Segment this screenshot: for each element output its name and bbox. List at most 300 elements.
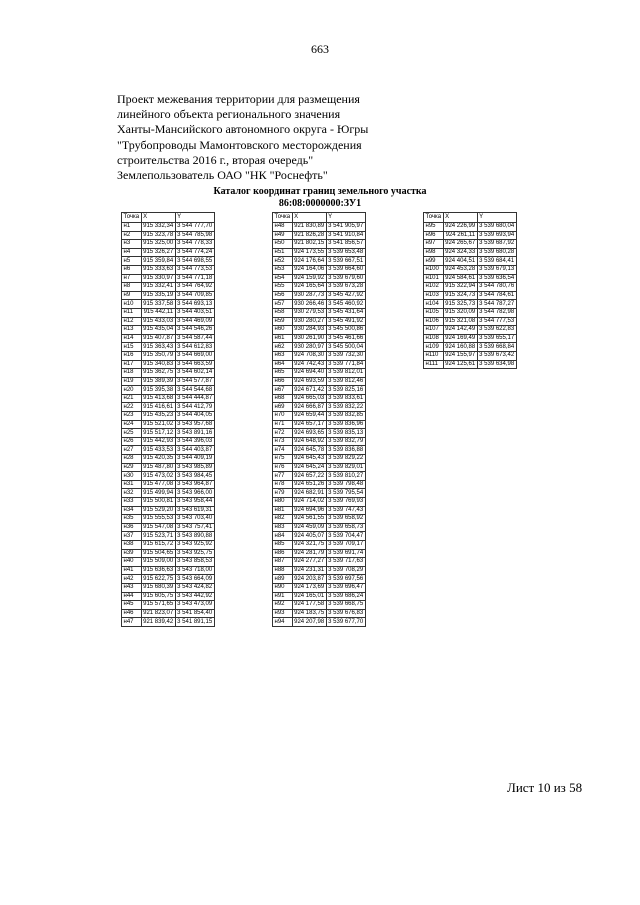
point-id: н51 bbox=[273, 248, 293, 257]
x-coordinate: 930 287,73 bbox=[294, 292, 325, 299]
point-id: н2 bbox=[122, 231, 142, 240]
y-coordinate: 3 544 544,68 bbox=[177, 386, 213, 393]
point-id: н59 bbox=[273, 317, 293, 326]
header-x: X bbox=[443, 213, 477, 223]
table-row bbox=[273, 463, 366, 472]
table-row bbox=[122, 377, 215, 386]
x-coordinate: 930 266,46 bbox=[294, 300, 325, 307]
y-coordinate: 3 544 709,85 bbox=[177, 292, 213, 299]
y-coordinate: 3 539 717,63 bbox=[328, 558, 364, 565]
y-coordinate: 3 543 984,45 bbox=[177, 472, 213, 479]
table-row bbox=[424, 308, 517, 317]
y-coordinate: 3 539 697,56 bbox=[328, 575, 364, 582]
point-id: н28 bbox=[122, 455, 142, 464]
point-id: н9 bbox=[122, 291, 142, 300]
point-id: н4 bbox=[122, 248, 142, 257]
x-coordinate: 915 413,68 bbox=[143, 395, 174, 402]
x-coordinate: 915 332,41 bbox=[143, 283, 174, 290]
table-row bbox=[122, 523, 215, 532]
point-id: н100 bbox=[424, 265, 444, 274]
y-coordinate: 3 539 836,88 bbox=[328, 446, 364, 453]
table-row bbox=[122, 515, 215, 524]
y-coordinate: 3 545 500,04 bbox=[328, 343, 364, 350]
table-row bbox=[122, 437, 215, 446]
y-coordinate: 3 544 412,79 bbox=[177, 403, 213, 410]
point-id: н7 bbox=[122, 274, 142, 283]
point-id: н20 bbox=[122, 386, 142, 395]
project-line: Проект межевания территории для размещения bbox=[117, 92, 360, 106]
x-coordinate: 915 395,38 bbox=[143, 386, 174, 393]
y-coordinate: 3 545 427,92 bbox=[328, 292, 364, 299]
point-id: н23 bbox=[122, 412, 142, 421]
table-row bbox=[273, 592, 366, 601]
x-coordinate: 915 326,27 bbox=[143, 249, 174, 256]
x-coordinate: 924 164,06 bbox=[294, 266, 325, 273]
y-coordinate: 3 543 891,16 bbox=[177, 429, 213, 436]
table-row bbox=[122, 291, 215, 300]
x-coordinate: 915 333,63 bbox=[143, 266, 174, 273]
point-id: н52 bbox=[273, 257, 293, 266]
table-row bbox=[122, 394, 215, 403]
catalog-title bbox=[0, 186, 640, 210]
point-id: н65 bbox=[273, 369, 293, 378]
table-row bbox=[122, 240, 215, 249]
y-coordinate: 3 539 812,46 bbox=[328, 377, 364, 384]
x-coordinate: 924 176,64 bbox=[294, 257, 325, 264]
point-id: н25 bbox=[122, 429, 142, 438]
x-coordinate: 921 826,28 bbox=[294, 231, 325, 238]
table-row bbox=[273, 472, 366, 481]
x-coordinate: 915 615,72 bbox=[143, 541, 174, 548]
table-row bbox=[424, 274, 517, 283]
table-row bbox=[273, 360, 366, 369]
project-line: Ханты-Мансийского автономного округа - Югры bbox=[117, 122, 369, 137]
y-coordinate: 3 544 782,98 bbox=[479, 309, 515, 316]
y-coordinate: 3 543 957,68 bbox=[177, 420, 213, 427]
table-row bbox=[122, 257, 215, 266]
table-row bbox=[273, 437, 366, 446]
x-coordinate: 915 325,00 bbox=[143, 240, 174, 247]
table-row bbox=[273, 523, 366, 532]
x-coordinate: 924 645,43 bbox=[294, 455, 325, 462]
table-row bbox=[424, 300, 517, 309]
table-row bbox=[273, 601, 366, 610]
y-coordinate: 3 539 686,24 bbox=[328, 592, 364, 599]
point-id: н63 bbox=[273, 351, 293, 360]
point-id: н45 bbox=[122, 601, 142, 610]
table-row bbox=[122, 326, 215, 335]
table-row bbox=[273, 540, 366, 549]
x-coordinate: 915 547,08 bbox=[143, 524, 174, 531]
point-id: н29 bbox=[122, 463, 142, 472]
table-row bbox=[424, 343, 517, 352]
point-id: н105 bbox=[424, 308, 444, 317]
header-y: Y bbox=[175, 213, 214, 223]
y-coordinate: 3 539 708,29 bbox=[328, 567, 364, 574]
point-id: н83 bbox=[273, 523, 293, 532]
point-id: н34 bbox=[122, 506, 142, 515]
table-row bbox=[122, 412, 215, 421]
table-row bbox=[424, 283, 517, 292]
point-id: н92 bbox=[273, 601, 293, 610]
point-id: н41 bbox=[122, 566, 142, 575]
x-coordinate: 924 173,55 bbox=[294, 249, 325, 256]
coordinate-table-1 bbox=[121, 212, 215, 627]
point-id: н88 bbox=[273, 566, 293, 575]
table-row bbox=[273, 609, 366, 618]
table-row bbox=[122, 308, 215, 317]
project-line: Землепользователь ОАО "НК "Роснефть" bbox=[117, 168, 328, 183]
y-coordinate: 3 543 858,53 bbox=[177, 558, 213, 565]
y-coordinate: 3 544 764,92 bbox=[177, 283, 213, 290]
table-row bbox=[122, 618, 215, 627]
x-coordinate: 924 265,67 bbox=[445, 240, 476, 247]
y-coordinate: 3 539 769,93 bbox=[328, 498, 364, 505]
x-coordinate: 924 231,31 bbox=[294, 567, 325, 574]
x-coordinate: 924 682,91 bbox=[294, 489, 325, 496]
point-id: н40 bbox=[122, 558, 142, 567]
y-coordinate: 3 544 396,03 bbox=[177, 438, 213, 445]
y-coordinate: 3 544 403,51 bbox=[177, 309, 213, 316]
table-row bbox=[122, 403, 215, 412]
x-coordinate: 915 323,78 bbox=[143, 231, 174, 238]
x-coordinate: 921 839,42 bbox=[143, 618, 174, 625]
x-coordinate: 924 742,43 bbox=[294, 360, 325, 367]
y-coordinate: 3 543 473,09 bbox=[177, 601, 213, 608]
x-coordinate: 915 529,20 bbox=[143, 506, 174, 513]
y-coordinate: 3 544 577,87 bbox=[177, 377, 213, 384]
point-id: н8 bbox=[122, 283, 142, 292]
x-coordinate: 924 165,01 bbox=[294, 592, 325, 599]
y-coordinate: 3 544 780,76 bbox=[479, 283, 515, 290]
x-coordinate: 915 321,08 bbox=[445, 317, 476, 324]
point-id: н91 bbox=[273, 592, 293, 601]
x-coordinate: 924 405,07 bbox=[294, 532, 325, 539]
project-line: строительства 2016 г., вторая очередь" bbox=[117, 152, 314, 167]
x-coordinate: 915 680,39 bbox=[143, 584, 174, 591]
y-coordinate: 3 541 891,15 bbox=[177, 618, 213, 625]
x-coordinate: 915 337,58 bbox=[143, 300, 174, 307]
point-id: н68 bbox=[273, 394, 293, 403]
y-coordinate: 3 543 664,09 bbox=[177, 575, 213, 582]
x-coordinate: 915 332,34 bbox=[143, 223, 174, 230]
table-row bbox=[273, 283, 366, 292]
header-x: X bbox=[292, 213, 326, 223]
x-coordinate: 924 708,30 bbox=[294, 352, 325, 359]
point-id: н37 bbox=[122, 532, 142, 541]
y-coordinate: 3 539 673,28 bbox=[328, 283, 364, 290]
y-coordinate: 3 539 658,73 bbox=[328, 524, 364, 531]
point-id: н46 bbox=[122, 609, 142, 618]
point-id: н95 bbox=[424, 223, 444, 232]
table-row bbox=[273, 403, 366, 412]
x-coordinate: 915 407,87 bbox=[143, 335, 174, 342]
y-coordinate: 3 544 669,00 bbox=[177, 352, 213, 359]
point-id: н27 bbox=[122, 446, 142, 455]
y-coordinate: 3 539 658,92 bbox=[328, 515, 364, 522]
x-coordinate: 924 183,75 bbox=[294, 610, 325, 617]
y-coordinate: 3 544 778,33 bbox=[177, 240, 213, 247]
table-row bbox=[273, 248, 366, 257]
y-coordinate: 3 543 442,92 bbox=[177, 592, 213, 599]
header-point: Точка bbox=[273, 213, 293, 223]
point-id: н101 bbox=[424, 274, 444, 283]
table-row bbox=[273, 618, 366, 627]
table-row bbox=[122, 480, 215, 489]
point-id: н19 bbox=[122, 377, 142, 386]
point-id: н22 bbox=[122, 403, 142, 412]
x-coordinate: 930 284,93 bbox=[294, 326, 325, 333]
table-row bbox=[273, 412, 366, 421]
point-id: н72 bbox=[273, 429, 293, 438]
x-coordinate: 915 571,65 bbox=[143, 601, 174, 608]
point-id: н64 bbox=[273, 360, 293, 369]
table-row bbox=[273, 317, 366, 326]
point-id: н43 bbox=[122, 583, 142, 592]
point-id: н47 bbox=[122, 618, 142, 627]
x-coordinate: 924 645,78 bbox=[294, 446, 325, 453]
x-coordinate: 924 404,51 bbox=[445, 257, 476, 264]
point-id: н17 bbox=[122, 360, 142, 369]
x-coordinate: 924 226,99 bbox=[445, 223, 476, 230]
y-coordinate: 3 544 409,19 bbox=[177, 455, 213, 462]
table-row bbox=[122, 265, 215, 274]
table-row bbox=[273, 274, 366, 283]
x-coordinate: 930 279,53 bbox=[294, 309, 325, 316]
y-coordinate: 3 539 832,85 bbox=[328, 412, 364, 419]
table-row bbox=[424, 360, 517, 369]
table-row bbox=[273, 291, 366, 300]
table-row bbox=[122, 549, 215, 558]
x-coordinate: 915 330,97 bbox=[143, 274, 174, 281]
x-coordinate: 924 561,55 bbox=[294, 515, 325, 522]
point-id: н42 bbox=[122, 575, 142, 584]
point-id: н110 bbox=[424, 351, 444, 360]
point-id: н31 bbox=[122, 480, 142, 489]
y-coordinate: 3 539 684,41 bbox=[479, 257, 515, 264]
y-coordinate: 3 539 691,74 bbox=[328, 549, 364, 556]
table-row bbox=[273, 455, 366, 464]
x-coordinate: 921 802,15 bbox=[294, 240, 325, 247]
y-coordinate: 3 543 958,44 bbox=[177, 498, 213, 505]
point-id: н35 bbox=[122, 515, 142, 524]
table-row bbox=[122, 609, 215, 618]
y-coordinate: 3 539 832,79 bbox=[328, 438, 364, 445]
point-id: н15 bbox=[122, 343, 142, 352]
y-coordinate: 3 539 677,70 bbox=[328, 618, 364, 625]
table-row bbox=[122, 231, 215, 240]
point-id: н89 bbox=[273, 575, 293, 584]
y-coordinate: 3 539 679,60 bbox=[328, 274, 364, 281]
table-row bbox=[122, 223, 215, 232]
x-coordinate: 915 322,94 bbox=[445, 283, 476, 290]
y-coordinate: 3 539 829,22 bbox=[328, 455, 364, 462]
y-coordinate: 3 539 687,92 bbox=[479, 240, 515, 247]
point-id: н12 bbox=[122, 317, 142, 326]
y-coordinate: 3 545 491,92 bbox=[328, 317, 364, 324]
x-coordinate: 924 321,75 bbox=[294, 541, 325, 548]
x-coordinate: 915 499,94 bbox=[143, 489, 174, 496]
x-coordinate: 924 657,17 bbox=[294, 420, 325, 427]
table-row bbox=[122, 566, 215, 575]
point-id: н58 bbox=[273, 308, 293, 317]
point-id: н6 bbox=[122, 265, 142, 274]
table-row bbox=[122, 455, 215, 464]
y-coordinate: 3 539 653,48 bbox=[328, 249, 364, 256]
x-coordinate: 924 207,98 bbox=[294, 618, 325, 625]
point-id: н97 bbox=[424, 240, 444, 249]
y-coordinate: 3 539 676,83 bbox=[328, 610, 364, 617]
table-row bbox=[122, 575, 215, 584]
table-row bbox=[122, 420, 215, 429]
table-row bbox=[273, 326, 366, 335]
point-id: н111 bbox=[424, 360, 444, 369]
y-coordinate: 3 544 587,44 bbox=[177, 335, 213, 342]
table-row bbox=[122, 446, 215, 455]
point-id: н93 bbox=[273, 609, 293, 618]
point-id: н106 bbox=[424, 317, 444, 326]
y-coordinate: 3 544 785,98 bbox=[177, 231, 213, 238]
y-coordinate: 3 543 757,41 bbox=[177, 524, 213, 531]
table-row bbox=[273, 300, 366, 309]
point-id: н85 bbox=[273, 540, 293, 549]
table-row bbox=[424, 257, 517, 266]
y-coordinate: 3 539 667,51 bbox=[328, 257, 364, 264]
y-coordinate: 3 539 732,30 bbox=[328, 352, 364, 359]
x-coordinate: 915 477,08 bbox=[143, 481, 174, 488]
table-row bbox=[273, 558, 366, 567]
x-coordinate: 915 435,04 bbox=[143, 326, 174, 333]
point-id: н86 bbox=[273, 549, 293, 558]
table-row bbox=[273, 583, 366, 592]
table-row bbox=[122, 369, 215, 378]
x-coordinate: 915 622,75 bbox=[143, 575, 174, 582]
y-coordinate: 3 539 696,47 bbox=[328, 584, 364, 591]
x-coordinate: 924 645,24 bbox=[294, 463, 325, 470]
y-coordinate: 3 545 500,86 bbox=[328, 326, 364, 333]
table-row bbox=[273, 429, 366, 438]
y-coordinate: 3 539 680,04 bbox=[479, 223, 515, 230]
table-row bbox=[273, 343, 366, 352]
y-coordinate: 3 544 403,87 bbox=[177, 446, 213, 453]
header-point: Точка bbox=[424, 213, 444, 223]
x-coordinate: 924 159,92 bbox=[294, 274, 325, 281]
x-coordinate: 915 433,53 bbox=[143, 446, 174, 453]
x-coordinate: 924 671,42 bbox=[294, 386, 325, 393]
point-id: н87 bbox=[273, 558, 293, 567]
x-coordinate: 924 173,69 bbox=[294, 584, 325, 591]
table-row bbox=[122, 601, 215, 610]
x-coordinate: 915 350,79 bbox=[143, 352, 174, 359]
point-id: н53 bbox=[273, 265, 293, 274]
y-coordinate: 3 539 704,47 bbox=[328, 532, 364, 539]
y-coordinate: 3 541 905,97 bbox=[328, 223, 364, 230]
header-x: X bbox=[141, 213, 175, 223]
x-coordinate: 915 416,61 bbox=[143, 403, 174, 410]
point-id: н90 bbox=[273, 583, 293, 592]
y-coordinate: 3 544 663,59 bbox=[177, 360, 213, 367]
table-row bbox=[424, 291, 517, 300]
header-y: Y bbox=[477, 213, 516, 223]
table-row bbox=[273, 369, 366, 378]
x-coordinate: 924 694,40 bbox=[294, 369, 325, 376]
y-coordinate: 3 539 825,16 bbox=[328, 386, 364, 393]
point-id: н16 bbox=[122, 351, 142, 360]
x-coordinate: 915 362,75 bbox=[143, 369, 174, 376]
x-coordinate: 930 280,27 bbox=[294, 317, 325, 324]
table-row bbox=[122, 343, 215, 352]
y-coordinate: 3 539 810,27 bbox=[328, 472, 364, 479]
y-coordinate: 3 539 668,84 bbox=[479, 343, 515, 350]
point-id: н84 bbox=[273, 532, 293, 541]
table-row bbox=[122, 558, 215, 567]
x-coordinate: 924 693,65 bbox=[294, 429, 325, 436]
point-id: н78 bbox=[273, 480, 293, 489]
y-coordinate: 3 544 612,83 bbox=[177, 343, 213, 350]
x-coordinate: 915 363,43 bbox=[143, 343, 174, 350]
point-id: н80 bbox=[273, 498, 293, 507]
x-coordinate: 915 636,63 bbox=[143, 567, 174, 574]
x-coordinate: 924 453,28 bbox=[445, 266, 476, 273]
x-coordinate: 924 169,49 bbox=[445, 335, 476, 342]
x-coordinate: 915 523,71 bbox=[143, 532, 174, 539]
table-row bbox=[122, 274, 215, 283]
point-id: н98 bbox=[424, 248, 444, 257]
point-id: н38 bbox=[122, 540, 142, 549]
y-coordinate: 3 545 461,66 bbox=[328, 335, 364, 342]
point-id: н5 bbox=[122, 257, 142, 266]
x-coordinate: 924 693,59 bbox=[294, 377, 325, 384]
x-coordinate: 915 473,02 bbox=[143, 472, 174, 479]
x-coordinate: 915 500,81 bbox=[143, 498, 174, 505]
point-id: н44 bbox=[122, 592, 142, 601]
table-row bbox=[122, 540, 215, 549]
point-id: н60 bbox=[273, 326, 293, 335]
y-coordinate: 3 539 835,13 bbox=[328, 429, 364, 436]
x-coordinate: 915 555,53 bbox=[143, 515, 174, 522]
point-id: н79 bbox=[273, 489, 293, 498]
x-coordinate: 924 665,03 bbox=[294, 395, 325, 402]
table-row bbox=[122, 463, 215, 472]
table-row bbox=[273, 498, 366, 507]
y-coordinate: 3 539 812,01 bbox=[328, 369, 364, 376]
point-id: н67 bbox=[273, 386, 293, 395]
point-id: н55 bbox=[273, 283, 293, 292]
header-point: Точка bbox=[122, 213, 142, 223]
table-row bbox=[122, 317, 215, 326]
y-coordinate: 3 539 673,42 bbox=[479, 352, 515, 359]
x-coordinate: 930 280,97 bbox=[294, 343, 325, 350]
x-coordinate: 924 203,87 bbox=[294, 575, 325, 582]
x-coordinate: 915 335,19 bbox=[143, 292, 174, 299]
y-coordinate: 3 539 836,96 bbox=[328, 420, 364, 427]
y-coordinate: 3 539 634,98 bbox=[479, 360, 515, 367]
x-coordinate: 915 487,80 bbox=[143, 463, 174, 470]
point-id: н26 bbox=[122, 437, 142, 446]
y-coordinate: 3 539 798,48 bbox=[328, 481, 364, 488]
coordinate-table-3 bbox=[423, 212, 517, 369]
sheet-number: Лист 10 из 58 bbox=[507, 780, 583, 795]
page-number: 663 bbox=[311, 42, 329, 56]
x-coordinate: 915 325,73 bbox=[445, 300, 476, 307]
y-coordinate: 3 544 469,09 bbox=[177, 317, 213, 324]
y-coordinate: 3 539 622,83 bbox=[479, 326, 515, 333]
x-coordinate: 915 420,35 bbox=[143, 455, 174, 462]
table-row bbox=[122, 334, 215, 343]
y-coordinate: 3 539 680,28 bbox=[479, 249, 515, 256]
point-id: н104 bbox=[424, 300, 444, 309]
point-id: н94 bbox=[273, 618, 293, 627]
